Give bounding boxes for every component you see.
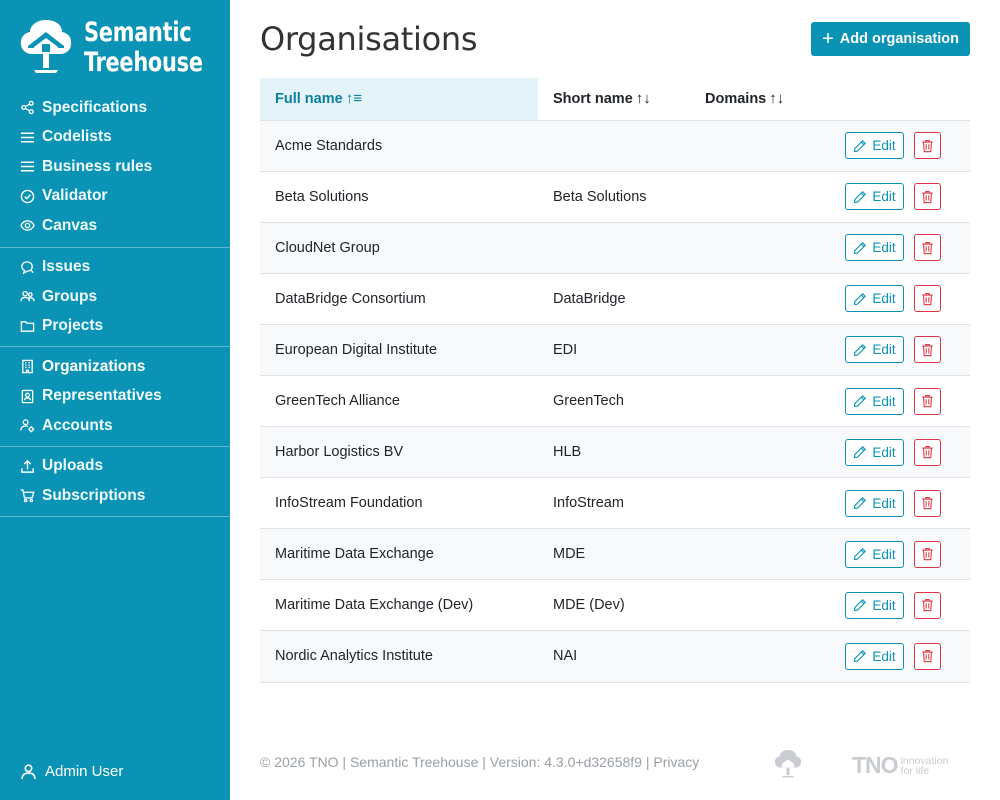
table-row xyxy=(260,120,970,171)
people-icon xyxy=(20,289,35,304)
cell-short-name: MDE (Dev) xyxy=(538,580,690,631)
nav-group-specifications xyxy=(0,93,230,248)
cell-short-name: InfoStream xyxy=(538,478,690,529)
trash-icon xyxy=(921,241,934,255)
sidebar-item-validator[interactable] xyxy=(0,182,230,212)
nav-group-files xyxy=(0,447,230,517)
pencil-icon xyxy=(853,241,867,255)
column-header-actions xyxy=(830,78,970,120)
add-organisation-label: Add organisation xyxy=(839,31,959,47)
eye-icon xyxy=(20,218,35,233)
contact-icon xyxy=(20,389,35,404)
sidebar-item-label: Canvas xyxy=(42,216,98,234)
cell-domains xyxy=(690,580,830,631)
cell-short-name xyxy=(538,120,690,171)
brand-line1: Semantic xyxy=(84,17,192,48)
sidebar-item-projects[interactable] xyxy=(0,312,230,342)
cell-full-name: GreenTech Alliance xyxy=(260,375,538,426)
tno-tagline-line2: for life xyxy=(900,764,930,777)
delete-button[interactable] xyxy=(914,388,941,415)
table-row xyxy=(260,375,970,426)
sidebar-item-canvas[interactable] xyxy=(0,211,230,241)
pencil-icon xyxy=(853,343,867,357)
table-row xyxy=(260,478,970,529)
edit-button[interactable] xyxy=(845,388,904,415)
row-actions xyxy=(845,541,970,568)
cell-actions xyxy=(830,222,970,273)
sidebar-item-label: Groups xyxy=(42,287,98,305)
edit-label: Edit xyxy=(872,342,896,358)
table-row xyxy=(260,324,970,375)
nav-group-collaboration xyxy=(0,248,230,348)
person-icon xyxy=(20,763,37,780)
edit-label: Edit xyxy=(872,495,896,511)
cell-actions xyxy=(830,375,970,426)
user-name: Admin User xyxy=(45,763,124,780)
pencil-icon xyxy=(853,547,867,561)
cell-actions xyxy=(830,580,970,631)
table-row xyxy=(260,631,970,682)
cell-full-name: CloudNet Group xyxy=(260,222,538,273)
cell-full-name: Maritime Data Exchange (Dev) xyxy=(260,580,538,631)
cell-full-name: DataBridge Consortium xyxy=(260,273,538,324)
row-actions xyxy=(845,643,970,670)
sort-icon: ↑↓ xyxy=(635,90,651,108)
cell-full-name: European Digital Institute xyxy=(260,324,538,375)
trash-icon xyxy=(921,547,934,561)
cell-domains xyxy=(690,631,830,682)
cell-actions xyxy=(830,529,970,580)
delete-button[interactable] xyxy=(914,285,941,312)
pencil-icon xyxy=(853,649,867,663)
cell-short-name: HLB xyxy=(538,427,690,478)
sort-icon: ↑↓ xyxy=(769,90,785,108)
trash-icon xyxy=(921,343,934,357)
trash-icon xyxy=(921,598,934,612)
upload-icon xyxy=(20,459,35,474)
edit-button[interactable] xyxy=(845,132,904,159)
organisations-table xyxy=(260,78,970,683)
table-header-row xyxy=(260,78,970,120)
edit-label: Edit xyxy=(872,546,896,562)
cell-domains xyxy=(690,427,830,478)
list-icon xyxy=(20,159,35,174)
cell-actions xyxy=(830,427,970,478)
plus-icon: + xyxy=(822,28,834,50)
main-content xyxy=(260,0,970,800)
edit-button[interactable] xyxy=(845,643,904,670)
column-header-label: Short name xyxy=(553,91,633,108)
row-actions xyxy=(845,285,970,312)
cell-actions xyxy=(830,171,970,222)
table-row xyxy=(260,427,970,478)
edit-button[interactable] xyxy=(845,541,904,568)
delete-button[interactable] xyxy=(914,132,941,159)
pencil-icon xyxy=(853,190,867,204)
trash-icon xyxy=(921,649,934,663)
cell-short-name: EDI xyxy=(538,324,690,375)
cell-actions xyxy=(830,273,970,324)
folder-icon xyxy=(20,319,35,334)
edit-label: Edit xyxy=(872,393,896,409)
cell-full-name: Maritime Data Exchange xyxy=(260,529,538,580)
table-row xyxy=(260,273,970,324)
share-icon xyxy=(20,100,35,115)
column-header-domains[interactable] xyxy=(690,78,830,120)
edit-label: Edit xyxy=(872,240,896,256)
delete-button[interactable] xyxy=(914,490,941,517)
tno-logo xyxy=(852,752,948,779)
list-icon xyxy=(20,130,35,145)
row-actions xyxy=(845,132,970,159)
cell-full-name: Acme Standards xyxy=(260,120,538,171)
edit-label: Edit xyxy=(872,597,896,613)
sidebar xyxy=(0,0,230,800)
sidebar-item-label: Uploads xyxy=(42,457,104,475)
sidebar-item-specifications[interactable] xyxy=(0,93,230,123)
cell-full-name: Nordic Analytics Institute xyxy=(260,631,538,682)
cell-actions xyxy=(830,631,970,682)
cell-full-name: InfoStream Foundation xyxy=(260,478,538,529)
sidebar-nav xyxy=(0,93,230,517)
sidebar-item-label: Organizations xyxy=(42,357,146,375)
sidebar-item-groups[interactable] xyxy=(0,282,230,312)
cell-domains xyxy=(690,375,830,426)
sidebar-item-label: Codelists xyxy=(42,128,112,146)
column-header-full-name[interactable] xyxy=(260,78,538,120)
sidebar-item-representatives[interactable] xyxy=(0,382,230,412)
edit-button[interactable] xyxy=(845,592,904,619)
sidebar-item-issues[interactable] xyxy=(0,253,230,283)
sidebar-item-codelists[interactable] xyxy=(0,123,230,153)
edit-label: Edit xyxy=(872,648,896,664)
row-actions xyxy=(845,592,970,619)
row-actions xyxy=(845,388,970,415)
treehouse-footer-logo-icon xyxy=(773,749,803,779)
add-organisation-button[interactable] xyxy=(811,22,970,56)
cell-actions xyxy=(830,120,970,171)
sidebar-item-accounts[interactable] xyxy=(0,411,230,441)
footer-text: © 2026 TNO | Semantic Treehouse | Version: 4.3.0+d32658f9 | Privacy xyxy=(260,754,700,770)
trash-icon xyxy=(921,394,934,408)
delete-button[interactable] xyxy=(914,336,941,363)
delete-button[interactable] xyxy=(914,183,941,210)
column-header-label: Domains xyxy=(705,91,767,108)
pencil-icon xyxy=(853,496,867,510)
sidebar-item-label: Projects xyxy=(42,317,104,335)
check-circle-icon xyxy=(20,189,35,204)
treehouse-logo-icon xyxy=(18,18,74,76)
sidebar-item-uploads[interactable] xyxy=(0,452,230,482)
cell-domains xyxy=(690,171,830,222)
user-menu[interactable] xyxy=(20,763,123,780)
tno-wordmark: TNO xyxy=(852,752,898,778)
nav-group-people xyxy=(0,347,230,447)
brand-name xyxy=(84,18,203,78)
cell-domains xyxy=(690,478,830,529)
cell-short-name: DataBridge xyxy=(538,273,690,324)
edit-label: Edit xyxy=(872,291,896,307)
row-actions xyxy=(845,183,970,210)
cell-domains xyxy=(690,529,830,580)
row-actions xyxy=(845,336,970,363)
trash-icon xyxy=(921,496,934,510)
delete-button[interactable] xyxy=(914,541,941,568)
person-gear-icon xyxy=(20,418,35,433)
pencil-icon xyxy=(853,445,867,459)
trash-icon xyxy=(921,190,934,204)
delete-button[interactable] xyxy=(914,643,941,670)
edit-button[interactable] xyxy=(845,336,904,363)
sidebar-item-label: Representatives xyxy=(42,387,162,405)
edit-button[interactable] xyxy=(845,285,904,312)
pencil-icon xyxy=(853,139,867,153)
sidebar-item-label: Business rules xyxy=(42,157,153,175)
column-header-label: Full name xyxy=(275,91,343,108)
cell-short-name: MDE xyxy=(538,529,690,580)
cell-full-name: Beta Solutions xyxy=(260,171,538,222)
delete-button[interactable] xyxy=(914,439,941,466)
delete-button[interactable] xyxy=(914,234,941,261)
table-row xyxy=(260,529,970,580)
cell-domains xyxy=(690,222,830,273)
tno-tagline-line1: innovation xyxy=(900,754,949,767)
edit-button[interactable] xyxy=(845,234,904,261)
edit-button[interactable] xyxy=(845,439,904,466)
cell-short-name xyxy=(538,222,690,273)
table-row xyxy=(260,222,970,273)
cell-short-name: Beta Solutions xyxy=(538,171,690,222)
chat-icon xyxy=(20,260,35,275)
edit-label: Edit xyxy=(872,189,896,205)
sidebar-item-label: Issues xyxy=(42,258,91,276)
pencil-icon xyxy=(853,292,867,306)
pencil-icon xyxy=(853,394,867,408)
sidebar-item-label: Validator xyxy=(42,187,108,205)
trash-icon xyxy=(921,292,934,306)
cell-domains xyxy=(690,324,830,375)
edit-label: Edit xyxy=(872,138,896,154)
cell-short-name: GreenTech xyxy=(538,375,690,426)
sort-ascending-icon: ↑≡ xyxy=(345,90,362,108)
sidebar-item-label: Subscriptions xyxy=(42,486,146,504)
edit-button[interactable] xyxy=(845,183,904,210)
tno-tagline xyxy=(901,756,949,776)
cell-actions xyxy=(830,324,970,375)
row-actions xyxy=(845,439,970,466)
brand-line2: Treehouse xyxy=(84,47,203,78)
pencil-icon xyxy=(853,598,867,612)
row-actions xyxy=(845,234,970,261)
cell-full-name: Harbor Logistics BV xyxy=(260,427,538,478)
trash-icon xyxy=(921,139,934,153)
edit-button[interactable] xyxy=(845,490,904,517)
page-title: Organisations xyxy=(260,20,478,58)
table-row xyxy=(260,171,970,222)
trash-icon xyxy=(921,445,934,459)
cell-short-name: NAI xyxy=(538,631,690,682)
sidebar-item-label: Specifications xyxy=(42,98,148,116)
cell-actions xyxy=(830,478,970,529)
sidebar-item-subscriptions[interactable] xyxy=(0,481,230,511)
column-header-short-name[interactable] xyxy=(538,78,690,120)
cell-domains xyxy=(690,120,830,171)
edit-label: Edit xyxy=(872,444,896,460)
row-actions xyxy=(845,490,970,517)
brand[interactable] xyxy=(18,18,222,78)
table-row xyxy=(260,580,970,631)
sidebar-item-label: Accounts xyxy=(42,416,113,434)
building-icon xyxy=(20,359,35,374)
cell-domains xyxy=(690,273,830,324)
delete-button[interactable] xyxy=(914,592,941,619)
sidebar-item-organizations[interactable] xyxy=(0,352,230,382)
cart-icon xyxy=(20,488,35,503)
sidebar-item-business-rules[interactable] xyxy=(0,152,230,182)
